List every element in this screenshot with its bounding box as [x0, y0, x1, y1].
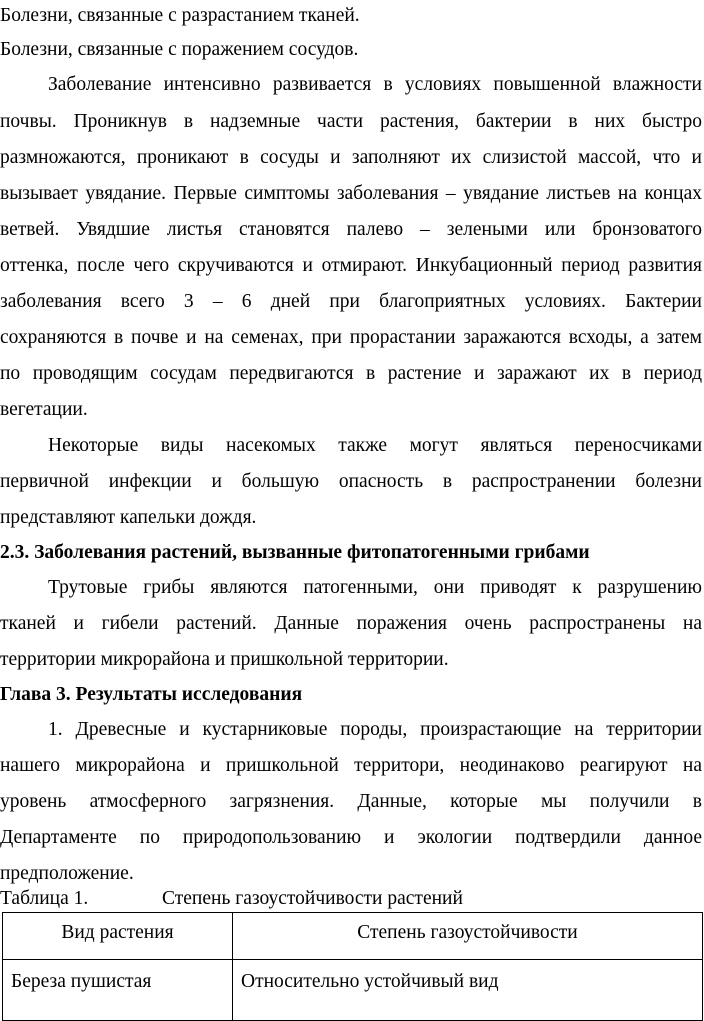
- paragraph-start-line: Заболевание интенсивно развивается в условиях повышенной влажности: [48, 74, 702, 95]
- text-line: тканей и гибели растений. Данные поражения очень распространены на: [0, 613, 702, 634]
- text-line: вызывает увядание. Первые симптомы заболевания – увядание листьев на концах: [0, 183, 702, 204]
- text-line: почвы. Проникнув в надземные части растения, бактерии в них быстро: [0, 111, 702, 132]
- paragraph-start-line: 1. Древесные и кустарниковые породы, произрастающие на территории: [48, 719, 702, 740]
- table-header-row: [3, 913, 703, 960]
- cell-plant-name: Береза пушистая: [11, 971, 152, 992]
- table-header-cell: [233, 913, 703, 960]
- text-line: по проводящим сосудам передвигаются в растение и заражают их в период: [0, 363, 702, 384]
- text-line: представляют капельки дождя.: [0, 507, 257, 528]
- text-line: территории микрорайона и пришкольной территории.: [0, 649, 449, 670]
- text-line: уровень атмосферного загрязнения. Данные, которые мы получили в: [0, 791, 702, 812]
- paragraph-start-line: Некоторые виды насекомых также могут являться переносчиками: [48, 435, 702, 456]
- table-header-cell: [3, 913, 233, 960]
- header-gas-resistance: Степень газоустойчивости: [357, 922, 578, 943]
- header-plant-species: Вид растения: [61, 922, 174, 943]
- text-line: первичной инфекции и большую опасность в распространении болезни: [0, 471, 702, 492]
- text-line: оттенка, после чего скручиваются и отмирают. Инкубационный период развития: [0, 255, 702, 276]
- chapter-heading: Глава 3. Результаты исследования: [0, 684, 303, 705]
- gas-resistance-table: [2, 912, 703, 1021]
- paragraph-start-line: Трутовые грибы являются патогенными, они приводят к разрушению: [48, 577, 702, 598]
- text-line: Болезни, связанные с поражением сосудов.: [0, 39, 359, 60]
- cell-resistance-level: Относительно устойчивый вид: [241, 971, 499, 992]
- table-caption-title: Степень газоустойчивости растений: [162, 888, 463, 909]
- table-cell: [3, 960, 233, 1021]
- text-line: сохраняются в почве и на семенах, при прорастании заражаются всходы, а затем: [0, 327, 702, 348]
- text-line: Болезни, связанные с разрастанием тканей.: [0, 5, 360, 26]
- text-line: ветвей. Увядшие листья становятся палево – зелеными или бронзоватого: [0, 219, 702, 240]
- table-row: [3, 960, 703, 1021]
- table-cell: [233, 960, 703, 1021]
- text-line: заболевания всего 3 – 6 дней при благоприятных условиях. Бактерии: [0, 291, 702, 312]
- text-line: нашего микрорайона и пришкольной территори, неодинаково реагируют на: [0, 755, 702, 776]
- table-caption-number: Таблица 1.: [0, 888, 89, 909]
- text-line: Департаменте по природопользованию и экологии подтвердили данное: [0, 827, 702, 848]
- section-heading: 2.3. Заболевания растений, вызванные фитопатогенными грибами: [0, 542, 590, 563]
- text-line: размножаются, проникают в сосуды и заполняют их слизистой массой, что и: [0, 147, 702, 168]
- text-line: вегетации.: [0, 399, 88, 420]
- text-line: предположение.: [0, 863, 134, 884]
